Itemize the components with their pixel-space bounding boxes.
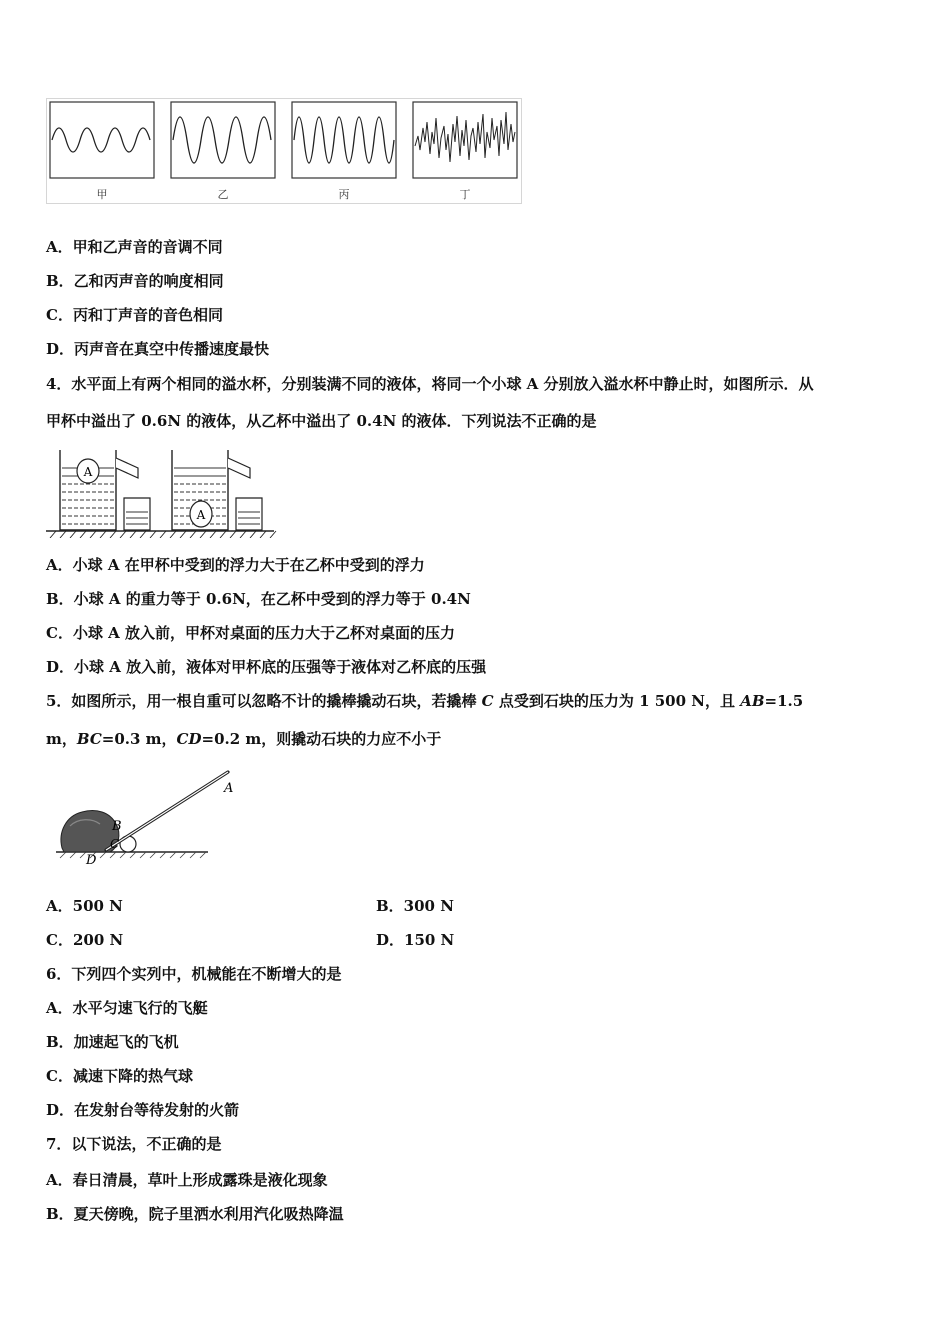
q5-stem-line2 [46,728,441,749]
wave-ding [413,102,517,178]
wave-label-yi: 乙 [217,188,229,201]
q4-stem-line1: 4．水平面上有两个相同的溢水杯，分别装满不同的液体，将同一个小球 A 分别放入溢水杯中静止时，如图所示．从 [46,375,814,393]
q6-option-d: D．在发射台等待发射的火箭 [46,1101,240,1119]
q5-stem-part1: 5．如图所示，用一根自重可以忽略不计的撬棒撬动石块，若撬棒 [46,692,482,710]
q5-ab-label: AB [740,692,765,710]
waveform-figure [46,98,526,206]
q5-cd-value: =0.2 m，则撬动石块的力应不小于 [201,730,442,748]
q4-option-a: A．小球 A 在甲杯中受到的浮力大于在乙杯中受到的浮力 [46,556,425,574]
wave-label-bing: 丙 [338,188,350,201]
label-d: D [86,853,97,868]
q5-stem-unit: m， [46,730,77,748]
lever-figure [52,766,242,870]
q6-option-b: B．加速起飞的飞机 [46,1033,179,1051]
q5-ab-value: =1.5 [764,692,804,710]
wave-label-jia: 甲 [96,188,108,201]
q5-option-c: C．200 N [46,931,124,949]
q5-option-a: A．500 N [46,897,123,915]
q5-option-b: B．300 N [376,897,454,915]
label-a: A [224,781,234,796]
q4-option-d: D．小球 A 放入前，液体对甲杯底的压强等于液体对乙杯底的压强 [46,658,487,676]
ball-label-jia: A [83,465,93,479]
q3-option-b: B．乙和丙声音的响度相同 [46,272,224,290]
q5-bc-label: BC [76,730,102,748]
wave-bing [292,102,396,178]
q4-option-b: B．小球 A 的重力等于 0.6N，在乙杯中受到的浮力等于 0.4N [46,590,471,608]
wave-yi [171,102,275,178]
ground [56,852,208,858]
wave-jia [50,102,154,178]
q7-stem: 7．以下说法，不正确的是 [46,1135,222,1153]
q6-option-a: A．水平匀速飞行的飞艇 [46,999,208,1017]
q3-option-d: D．丙声音在真空中传播速度最快 [46,340,270,358]
label-b: B [112,819,122,834]
q3-option-a: A．甲和乙声音的音调不同 [46,238,223,256]
q6-stem: 6．下列四个实列中，机械能在不断增大的是 [46,965,342,983]
q5-stem-line1 [46,690,803,711]
q6-option-c: C．减速下降的热气球 [46,1067,193,1085]
table-surface [46,531,276,538]
q5-bc-value: =0.3 m， [101,730,177,748]
q4-option-c: C．小球 A 放入前，甲杯对桌面的压力大于乙杯对桌面的压力 [46,624,456,642]
overflow-cups-figure [46,446,278,538]
q5-option-d: D．150 N [376,931,455,949]
beaker-jia [124,498,150,530]
q5-point-c: C [481,692,494,710]
q5-stem-part2: 点受到石块的压力为 1 500 N，且 [493,692,741,710]
q3-option-c: C．丙和丁声音的音色相同 [46,306,223,324]
wave-label-ding: 丁 [459,188,471,201]
q7-option-b: B．夏天傍晚，院子里洒水利用汽化吸热降温 [46,1205,344,1223]
q5-cd-label: CD [176,730,202,748]
beaker-yi [236,498,262,530]
q7-option-a: A．春日清晨，草叶上形成露珠是液化现象 [46,1171,328,1189]
ball-label-yi: A [196,508,206,522]
label-c: C [110,837,120,851]
q4-stem-line2: 甲杯中溢出了 0.6N 的液体，从乙杯中溢出了 0.4N 的液体．下列说法不正确的是 [46,412,597,430]
